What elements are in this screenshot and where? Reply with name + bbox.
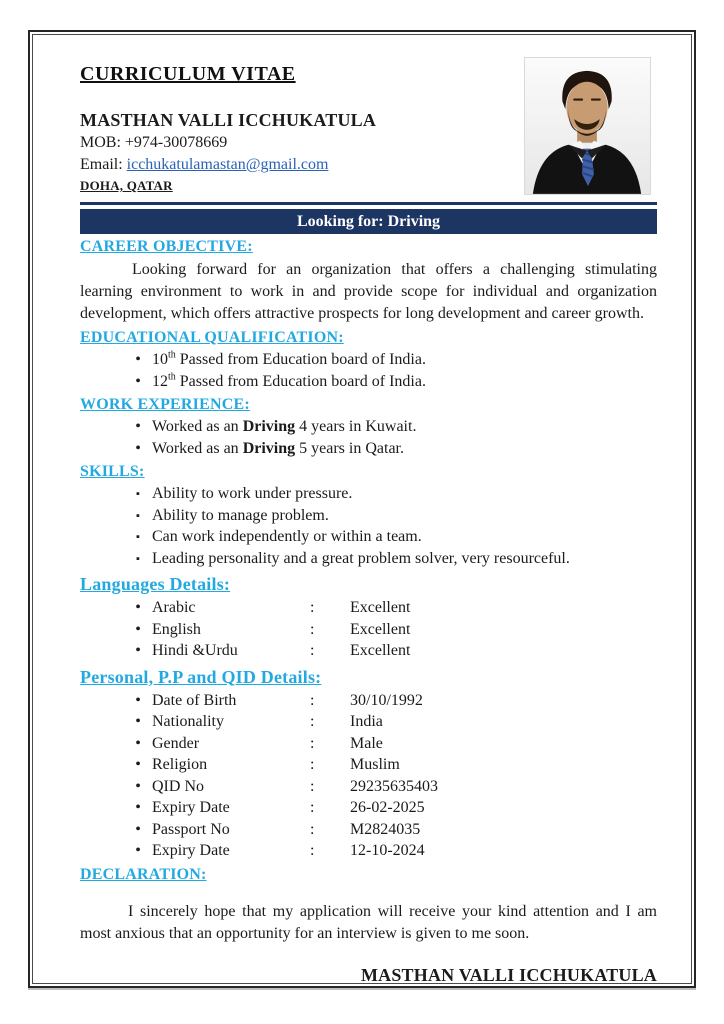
location-text: DOHA, QATAR bbox=[80, 178, 173, 193]
colon-separator: : bbox=[310, 734, 315, 752]
work-text: Worked as an bbox=[152, 418, 243, 435]
language-level: Excellent bbox=[350, 599, 411, 616]
signature-name: MASTHAN VALLI ICCHUKATULA bbox=[360, 964, 657, 985]
header-divider bbox=[80, 202, 657, 205]
work-text: 4 years in Kuwait. bbox=[295, 418, 417, 435]
bullet-icon: • bbox=[135, 599, 141, 616]
list-item bbox=[80, 640, 657, 662]
list-item bbox=[80, 840, 657, 862]
colon-separator: : bbox=[310, 842, 315, 859]
bullet-icon: ▪ bbox=[136, 531, 140, 543]
detail-label: Passport No bbox=[152, 820, 230, 838]
list-item bbox=[80, 797, 657, 819]
ordinal-suffix: th bbox=[168, 349, 176, 361]
mobile-line bbox=[80, 133, 657, 153]
detail-value: Male bbox=[350, 734, 383, 752]
bullet-icon: • bbox=[135, 620, 141, 638]
skill-text: Can work independently or within a team. bbox=[152, 528, 422, 545]
heading-education: EDUCATIONAL QUALIFICATION: bbox=[80, 329, 344, 346]
list-item bbox=[80, 819, 657, 841]
looking-for-banner: Looking for: Driving bbox=[80, 209, 657, 234]
list-item bbox=[80, 690, 657, 712]
list-item bbox=[80, 416, 657, 438]
education-text: Passed from Education board of India. bbox=[175, 372, 426, 390]
detail-label: Gender bbox=[152, 734, 200, 752]
detail-value: M2824035 bbox=[350, 820, 421, 838]
list-item bbox=[80, 776, 657, 798]
colon-separator: : bbox=[310, 599, 315, 616]
list-item bbox=[80, 438, 657, 460]
detail-label: Date of Birth bbox=[152, 691, 237, 709]
colon-separator: : bbox=[310, 691, 315, 709]
page-content bbox=[33, 35, 691, 983]
list-item bbox=[80, 733, 657, 755]
colon-separator: : bbox=[310, 820, 315, 838]
heading-career-objective: CAREER OBJECTIVE: bbox=[80, 238, 253, 255]
bullet-icon: • bbox=[135, 351, 141, 368]
education-list bbox=[80, 349, 657, 392]
colon-separator: : bbox=[310, 620, 315, 638]
skills-list bbox=[80, 483, 657, 569]
bullet-icon: • bbox=[135, 799, 141, 816]
list-item bbox=[80, 548, 657, 570]
skill-text: Leading personality and a great problem solver, very resourceful. bbox=[152, 549, 570, 567]
detail-label: Expiry Date bbox=[152, 842, 230, 859]
work-role: Driving bbox=[242, 418, 296, 435]
bullet-icon: ▪ bbox=[136, 488, 140, 500]
bullet-icon: • bbox=[135, 734, 141, 752]
detail-label: QID No bbox=[152, 777, 204, 795]
list-item bbox=[80, 483, 657, 505]
bullet-icon: • bbox=[135, 418, 141, 435]
bullet-icon: • bbox=[135, 642, 141, 659]
skill-text: Ability to work under pressure. bbox=[152, 485, 353, 502]
career-objective-text: Looking forward for an organization that offers a challenging stimulating learning environment to work in and provide scope for individual and organization development, which offers attractive prospects for long development and career growth. bbox=[80, 261, 657, 322]
detail-label: Expiry Date bbox=[152, 799, 230, 816]
list-item bbox=[80, 597, 657, 619]
detail-value: 26-02-2025 bbox=[350, 799, 425, 816]
bullet-icon: • bbox=[135, 691, 141, 709]
colon-separator: : bbox=[310, 642, 315, 659]
education-grade: 12 bbox=[152, 372, 168, 390]
list-item bbox=[80, 526, 657, 548]
mobile-label: MOB: bbox=[80, 134, 125, 151]
education-grade: 10 bbox=[152, 351, 168, 368]
detail-value: 29235635403 bbox=[350, 777, 438, 795]
heading-declaration: DECLARATION: bbox=[80, 865, 207, 883]
detail-value: 30/10/1992 bbox=[350, 691, 423, 709]
detail-value: Muslim bbox=[350, 756, 400, 773]
bullet-icon: • bbox=[135, 756, 141, 773]
identity-block bbox=[80, 110, 657, 194]
email-line bbox=[80, 155, 657, 175]
personal-details-list bbox=[80, 690, 657, 862]
list-item bbox=[80, 619, 657, 641]
bullet-icon: • bbox=[135, 439, 141, 457]
page-frame bbox=[28, 30, 696, 988]
document-title: CURRICULUM VITAE bbox=[80, 63, 296, 85]
skill-text: Ability to manage problem. bbox=[152, 506, 329, 524]
education-text: Passed from Education board of India. bbox=[175, 351, 426, 368]
bullet-icon: • bbox=[135, 372, 141, 390]
work-text: 5 years in Qatar. bbox=[295, 439, 404, 457]
colon-separator: : bbox=[310, 777, 315, 795]
language-name: Hindi &Urdu bbox=[152, 642, 238, 659]
heading-work-experience: WORK EXPERIENCE: bbox=[80, 396, 250, 413]
ordinal-suffix: th bbox=[168, 371, 176, 383]
heading-skills: SKILLS: bbox=[80, 463, 145, 480]
email-label: Email: bbox=[80, 156, 127, 173]
detail-value: 12-10-2024 bbox=[350, 842, 425, 859]
list-item bbox=[80, 371, 657, 393]
email-link[interactable]: icchukatulamastan@gmail.com bbox=[126, 156, 329, 173]
candidate-name: MASTHAN VALLI ICCHUKATULA bbox=[80, 110, 377, 130]
mobile-number: +974-30078669 bbox=[124, 134, 228, 151]
bullet-icon: ▪ bbox=[136, 509, 140, 522]
bullet-icon: • bbox=[135, 777, 141, 795]
bullet-icon: • bbox=[135, 820, 141, 838]
bullet-icon: • bbox=[135, 713, 141, 730]
bullet-icon: • bbox=[135, 842, 141, 859]
languages-list bbox=[80, 597, 657, 662]
colon-separator: : bbox=[310, 756, 315, 773]
detail-label: Nationality bbox=[152, 713, 224, 730]
work-text: Worked as an bbox=[152, 439, 243, 457]
declaration-text: I sincerely hope that my application will receive your kind attention and I am most anxious that an opportunity for an interview is given to me soon. bbox=[80, 902, 657, 942]
bullet-icon: ▪ bbox=[136, 552, 140, 565]
list-item bbox=[80, 505, 657, 527]
colon-separator: : bbox=[310, 713, 315, 730]
work-experience-list bbox=[80, 416, 657, 459]
colon-separator: : bbox=[310, 799, 315, 816]
language-name: Arabic bbox=[152, 599, 196, 616]
detail-label: Religion bbox=[152, 756, 208, 773]
heading-languages: Languages Details: bbox=[80, 574, 231, 594]
page-frame-inner bbox=[32, 34, 692, 984]
language-level: Excellent bbox=[350, 620, 411, 638]
detail-value: India bbox=[350, 713, 383, 730]
work-role: Driving bbox=[242, 439, 296, 457]
list-item bbox=[80, 711, 657, 733]
list-item bbox=[80, 754, 657, 776]
language-level: Excellent bbox=[350, 642, 411, 659]
list-item bbox=[80, 349, 657, 371]
language-name: English bbox=[152, 620, 201, 638]
heading-personal-details: Personal, P.P and QID Details: bbox=[80, 666, 322, 687]
